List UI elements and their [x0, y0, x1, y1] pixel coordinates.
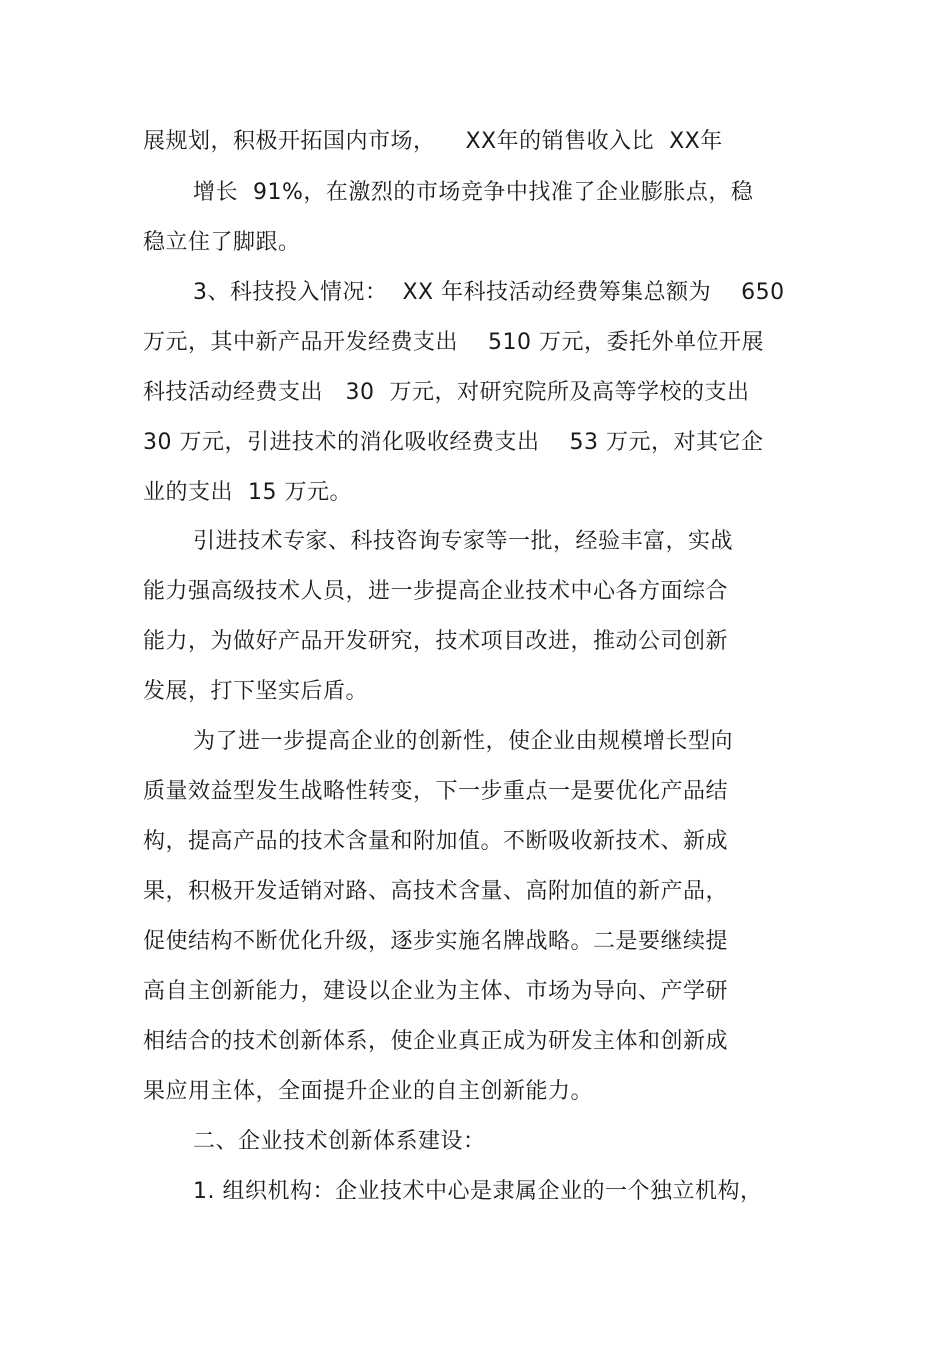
- text-line: 促使结构不断优化升级，逐步实施名牌战略。二是要继续提: [143, 929, 729, 954]
- text-line: 质量效益型发生战略性转变，下一步重点一是要优化产品结: [143, 779, 729, 804]
- text-line: 能力强高级技术人员，进一步提高企业技术中心各方面综合: [143, 579, 729, 604]
- text-line: 业的支出 15 万元。: [143, 480, 352, 505]
- text-line: 相结合的技术创新体系，使企业真正成为研发主体和创新成: [143, 1029, 729, 1054]
- text-line: 增长 91%，在激烈的市场竞争中找准了企业膨胀点，稳: [193, 180, 754, 205]
- text-line: 果，积极开发适销对路、高技术含量、高附加值的新产品，: [143, 879, 729, 904]
- text-line: 能力，为做好产品开发研究，技术项目改进，推动公司创新: [143, 629, 729, 654]
- text-line: 构，提高产品的技术含量和附加值。不断吸收新技术、新成: [143, 829, 729, 854]
- text-line: 高自主创新能力，建设以企业为主体、市场为导向、产学研: [143, 979, 729, 1004]
- text-line: 果应用主体，全面提升企业的自主创新能力。: [143, 1079, 594, 1104]
- text-line: 稳立住了脚跟。: [143, 230, 301, 255]
- text-line: 1. 组织机构：企业技术中心是隶属企业的一个独立机构，: [193, 1179, 763, 1204]
- section-heading: 二、企业技术创新体系建设：: [193, 1129, 486, 1154]
- text-line: 30 万元，引进技术的消化吸收经费支出 53 万元，对其它企: [143, 430, 764, 455]
- text-line: 引进技术专家、科技咨询专家等一批，经验丰富，实战: [193, 529, 734, 554]
- text-line: 科技活动经费支出 30 万元，对研究院所及高等学校的支出: [143, 380, 750, 405]
- text-line: 为了进一步提高企业的创新性，使企业由规模增长型向: [193, 729, 734, 754]
- text-line: 3、科技投入情况： XX 年科技活动经费筹集总额为 650: [193, 280, 785, 305]
- text-line: 展规划，积极开拓国内市场， XX年的销售收入比 XX年: [143, 129, 723, 154]
- text-line: 万元，其中新产品开发经费支出 510 万元，委托外单位开展: [143, 330, 764, 355]
- text-line: 发展，打下坚实后盾。: [143, 679, 369, 704]
